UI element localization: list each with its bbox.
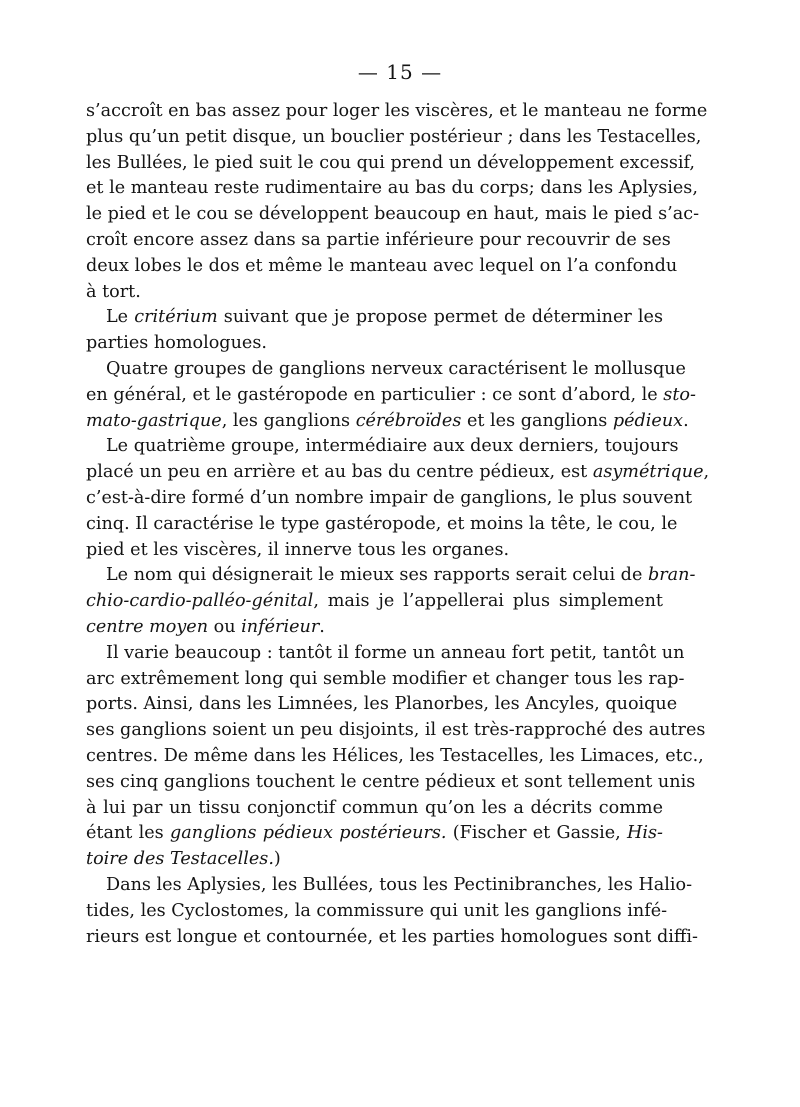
text-run: c’est-à-dire formé d’un nombre impair de ganglions, le plus souvent	[86, 487, 693, 508]
text-line	[86, 357, 686, 383]
text-run: )	[273, 849, 281, 870]
italic-text: sto-	[663, 384, 696, 405]
text-run: arc extrêmement long qui semble modifier et changer tous les rap-	[86, 668, 685, 689]
italic-text: centre moyen	[86, 616, 209, 637]
text-run: les Bullées, le pied suit le cou qui prend un développement excessif,	[86, 152, 696, 173]
text-run: et le manteau reste rudimentaire au bas du corps; dans les Aplysies,	[86, 178, 698, 199]
text-line	[86, 563, 696, 589]
text-run: suivant que je propose permet de déterminer les	[217, 307, 663, 328]
text-run: tides, les Cyclostomes, la commissure qui unit les ganglions infé-	[86, 900, 668, 921]
text-line	[86, 305, 663, 331]
text-run: deux lobes le dos et même le manteau avec lequel on l’a confondu	[86, 255, 678, 276]
text-run: ses cinq ganglions touchent le centre pédieux et sont tellement unis	[86, 771, 696, 792]
text-run: à lui par un tissu conjonctif commun qu’on les a décrits comme	[86, 797, 663, 818]
text-run: Le nom qui désignerait le mieux ses rapports serait celui de	[106, 565, 648, 586]
italic-text: inférieur	[241, 616, 320, 637]
text-line	[86, 383, 696, 409]
italic-text: cérébroïdes	[355, 410, 462, 431]
italic-text: mato-gastrique	[86, 410, 222, 431]
text-line	[86, 615, 663, 641]
text-run: à tort.	[86, 281, 141, 302]
italic-text: ganglions pédieux postérieurs.	[169, 823, 447, 844]
italic-text: toire des Testacelles.	[86, 849, 274, 870]
text-run: centres. De même dans les Hélices, les Testacelles, les Limaces, etc.,	[86, 745, 704, 766]
text-line	[86, 460, 710, 486]
italic-text: pédieux	[612, 410, 684, 431]
text-line	[86, 151, 696, 177]
text-line	[86, 538, 663, 564]
text-run: en général, et le gastéropode en particulier : ce sont d’abord, le	[86, 384, 664, 405]
text-line	[86, 280, 663, 306]
text-run: le pied et le cou se développent beaucoup en haut, mais le pied s’ac-	[86, 204, 700, 225]
text-run: étant les	[86, 823, 170, 844]
text-run: Dans les Aplysies, les Bullées, tous les Pectinibranches, les Halio-	[106, 874, 693, 895]
text-line	[86, 744, 704, 770]
text-line	[86, 718, 706, 744]
text-run: Le	[106, 307, 135, 328]
text-line	[86, 770, 696, 796]
text-run: ,	[703, 462, 710, 483]
text-line	[86, 796, 663, 822]
text-run: Quatre groupes de ganglions nerveux caractérisent le mollusque	[106, 358, 686, 379]
text-line	[86, 692, 678, 718]
page-number: — 15 —	[357, 60, 443, 84]
text-run: .	[683, 410, 689, 431]
italic-text: chio-cardio-palléo-génital	[86, 591, 314, 612]
text-run: ses ganglions soient un peu disjoints, il est très-rapproché des autres	[86, 720, 706, 741]
italic-text: critérium	[134, 307, 218, 328]
italic-text: His-	[627, 823, 663, 844]
text-run: (Fischer et Gassie,	[446, 823, 628, 844]
text-run: rieurs est longue et contournée, et les parties homologues sont diffi-	[86, 926, 698, 947]
text-line	[86, 228, 671, 254]
text-run: croît encore assez dans sa partie inférieure pour recouvrir de ses	[86, 229, 671, 250]
text-run: cinq. Il caractérise le type gastéropode, et moins la tête, le cou, le	[86, 513, 678, 534]
text-line	[86, 847, 663, 873]
text-line	[86, 331, 663, 357]
text-line	[86, 899, 668, 925]
text-run: pied et les viscères, il innerve tous les organes.	[86, 539, 510, 560]
text-line	[86, 99, 708, 125]
text-line	[86, 254, 678, 280]
text-run: ports. Ainsi, dans les Limnées, les Planorbes, les Ancyles, quoique	[86, 694, 678, 715]
text-run: ou	[208, 616, 242, 637]
text-line	[86, 176, 698, 202]
text-line	[86, 667, 685, 693]
text-run: plus qu’un petit disque, un bouclier postérieur ; dans les Testacelles,	[86, 126, 702, 147]
text-line	[86, 641, 685, 667]
body-text	[86, 99, 710, 950]
text-run: Il varie beaucoup : tantôt il forme un anneau fort petit, tantôt un	[106, 642, 685, 663]
italic-text: asymétrique	[592, 462, 704, 483]
text-run: et les ganglions	[461, 410, 613, 431]
text-line	[86, 434, 679, 460]
text-run: , les ganglions	[221, 410, 356, 431]
text-run: .	[319, 616, 325, 637]
text-run: s’accroît en bas assez pour loger les viscères, et le manteau ne forme	[86, 101, 708, 121]
text-line	[86, 409, 689, 435]
text-line	[86, 925, 698, 951]
text-run: placé un peu en arrière et au bas du centre pédieux, est	[86, 462, 593, 483]
text-line	[86, 202, 700, 228]
text-line	[86, 125, 702, 151]
text-line	[86, 486, 693, 512]
text-run: Le quatrième groupe, intermédiaire aux deux derniers, toujours	[106, 436, 679, 457]
text-run: , mais je l’appellerai plus simplement	[313, 591, 663, 612]
text-line	[86, 512, 678, 538]
text-line	[86, 821, 663, 847]
text-line	[86, 873, 693, 899]
text-line	[86, 589, 663, 615]
italic-text: bran-	[647, 565, 696, 586]
text-run: parties homologues.	[86, 333, 267, 354]
